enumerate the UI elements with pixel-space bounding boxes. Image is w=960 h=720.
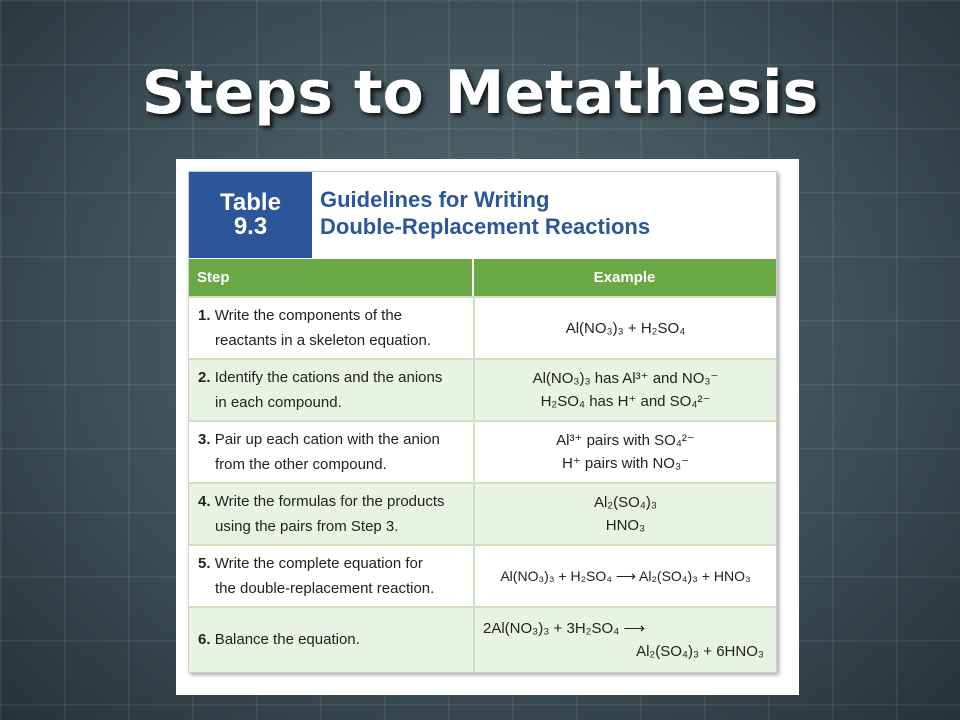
table-row [189,420,776,482]
example-line-1: Al(NO₃)₃ + H₂SO₄ ⟶ Al₂(SO₄)₃ + HNO₃ [500,567,751,584]
step-text-line-1: Write the components of the [214,307,403,324]
step-text-line-2: using the pairs from Step 3. [215,518,399,535]
example-line-1: 2Al(NO₃)₃ + 3H₂SO₄ ⟶ [483,620,645,637]
example-cell [473,546,776,606]
header-example: Example [593,269,656,286]
slide-title: Steps to Metathesis [141,58,819,128]
step-text-line-2: reactants in a skeleton equation. [215,332,431,349]
example-line-1: Al(NO₃)₃ + H₂SO₄ [565,319,686,337]
step-text-line-1: Pair up each cation with the anion [214,431,440,448]
caption-line-1: Guidelines for Writing [320,187,550,212]
step-cell [198,365,468,415]
example-cell [473,360,776,420]
caption-line-2: Double-Replacement Reactions [320,214,651,239]
table-row [189,482,776,544]
step-text-line-2: the double-replacement reaction. [215,580,435,597]
example-cell [473,608,776,672]
guidelines-table [188,171,777,673]
step-number: 4. [198,493,211,510]
table-header-row [189,259,776,296]
step-number: 3. [198,431,211,448]
step-cell [198,427,468,477]
step-number: 6. [198,631,211,648]
table-row [189,606,776,672]
step-number: 1. [198,307,211,324]
table-number: 9.3 [233,213,268,240]
header-step: Step [197,269,230,286]
table-row [189,358,776,420]
step-cell [198,627,468,652]
example-cell [473,298,776,358]
example-line-2: H₂SO₄ has H⁺ and SO₄²⁻ [540,393,711,410]
example-cell [473,422,776,482]
step-text-line-1: Balance the equation. [214,631,360,648]
example-line-2: H⁺ pairs with NO₃⁻ [562,455,689,472]
step-text-line-1: Write the formulas for the products [214,493,445,510]
example-line-2: HNO₃ [605,517,646,534]
step-text-line-1: Write the complete equation for [214,555,423,572]
table-label: Table [220,189,281,216]
example-line-1: Al³⁺ pairs with SO₄²⁻ [556,432,695,449]
example-cell [473,484,776,544]
step-text-line-2: in each compound. [215,394,342,411]
step-number: 2. [198,369,211,386]
table-number-badge [189,172,312,258]
step-cell [198,303,468,353]
table-image-card [176,159,799,695]
example-line-1: Al(NO₃)₃ has Al³⁺ and NO₃⁻ [532,370,719,387]
example-line-1: Al₂(SO₄)₃ [593,494,658,511]
step-text-line-2: from the other compound. [215,456,387,473]
table-row [189,296,776,358]
step-cell [198,551,468,601]
table-caption [320,186,760,240]
table-row [189,544,776,606]
step-cell [198,489,468,539]
step-number: 5. [198,555,211,572]
step-text-line-1: Identify the cations and the anions [214,369,443,386]
example-line-2: Al₂(SO₄)₃ + 6HNO₃ [636,643,764,660]
